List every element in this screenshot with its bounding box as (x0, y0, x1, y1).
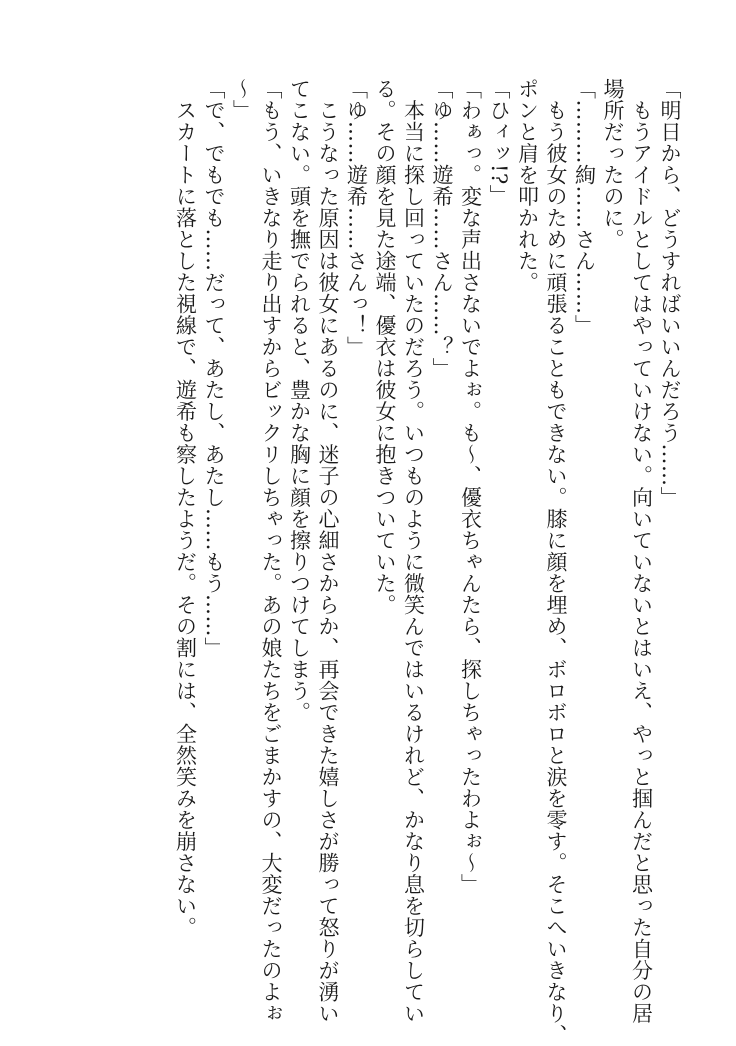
text-line: 「わぁっ。変な声出さないでよぉ。も〜、優衣ちゃんたら、探しちゃったわよぉ〜」 (458, 78, 483, 895)
text-line: 「………絢……さん……」 (572, 78, 597, 336)
text-line: 「ゆ……遊希……さん……？」 (430, 78, 454, 379)
text-line: もうアイドルとしてはやっていけない。向いていないとはいえ、やっと掴んだと思った自分の居 (629, 78, 654, 1024)
text-line: 「もう、いきなり走り出すからビックリしちゃった。あの娘たちをごまかすの、大変だったのよぉ (259, 78, 283, 1024)
text-line: スカートに落とした視線で、遊希も察したようだ。その割には、全然笑みを崩さない。 (173, 78, 198, 938)
vertical-text-body (171, 78, 684, 1046)
text-line: 本当に探し回っていたのだろう。いつものように微笑んではいるけれど、かなり息を切らしてい (401, 78, 426, 1024)
text-line: 「で、でもでも……だって、あたし、あたし……もう……」 (202, 78, 226, 659)
text-line: る。その顔を見た途端、優衣は彼女に抱きついていた。 (373, 78, 397, 616)
text-line: 「明日から、どうすればいいんだろう……」 (658, 78, 682, 508)
text-line: ポンと肩を叩かれた。 (515, 78, 540, 293)
text-line: 〜」 (230, 78, 255, 121)
text-line: こうなった原因は彼女にあるのに、迷子の心細さからか、再会できた嬉しさが勝って怒りが湧い (316, 78, 340, 1024)
text-line: 「ゆ……遊希……さんっ！」 (344, 78, 369, 358)
text-line: てこない。頭を撫でられると、豊かな胸に顔を擦りつけてしまう。 (287, 78, 312, 723)
text-line: 場所だったのに。 (601, 78, 625, 250)
text-line: もう彼女のために頑張ることもできない。膝に顔を埋め、ボロボロと涙を零す。そこへいきなり、 (544, 78, 568, 1046)
text-line: 「ひィッ!?」 (487, 78, 511, 207)
